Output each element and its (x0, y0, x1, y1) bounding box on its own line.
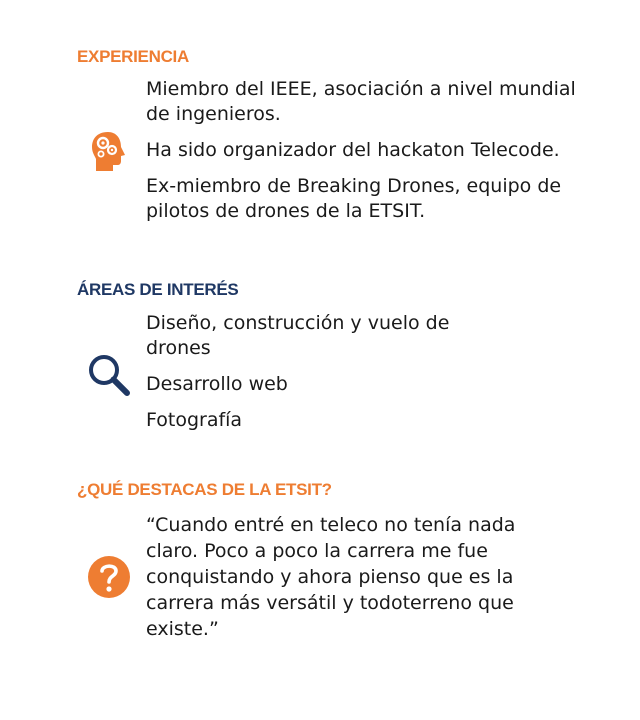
section-heading: EXPERIENCIA (77, 47, 189, 66)
section-heading: ÁREAS DE INTERÉS (77, 280, 239, 299)
experience-item: Ex-miembro de Breaking Drones, equipo de pilotos de drones de la ETSIT. (146, 175, 562, 222)
question-icon (86, 554, 132, 600)
head-gears-icon (86, 128, 132, 174)
experience-item: Ha sido organizador del hackaton Telecode. (146, 139, 560, 161)
interest-item: Desarrollo web (146, 373, 288, 395)
section-heading: ¿QUÉ DESTACAS DE LA ETSIT? (77, 480, 332, 499)
experience-item: Miembro del IEEE, asociación a nivel mundial de ingenieros. (146, 78, 576, 125)
magnifier-icon (86, 352, 132, 398)
interest-item: Fotografía (146, 409, 243, 431)
interest-item: Diseño, construcción y vuelo de drones (146, 312, 450, 359)
quote-text: “Cuando entré en teleco no tenía nada claro. Poco a poco la carrera me fue conquistando y ahora pienso que es la carrera más versátil y todoterreno que existe.” (146, 514, 516, 640)
